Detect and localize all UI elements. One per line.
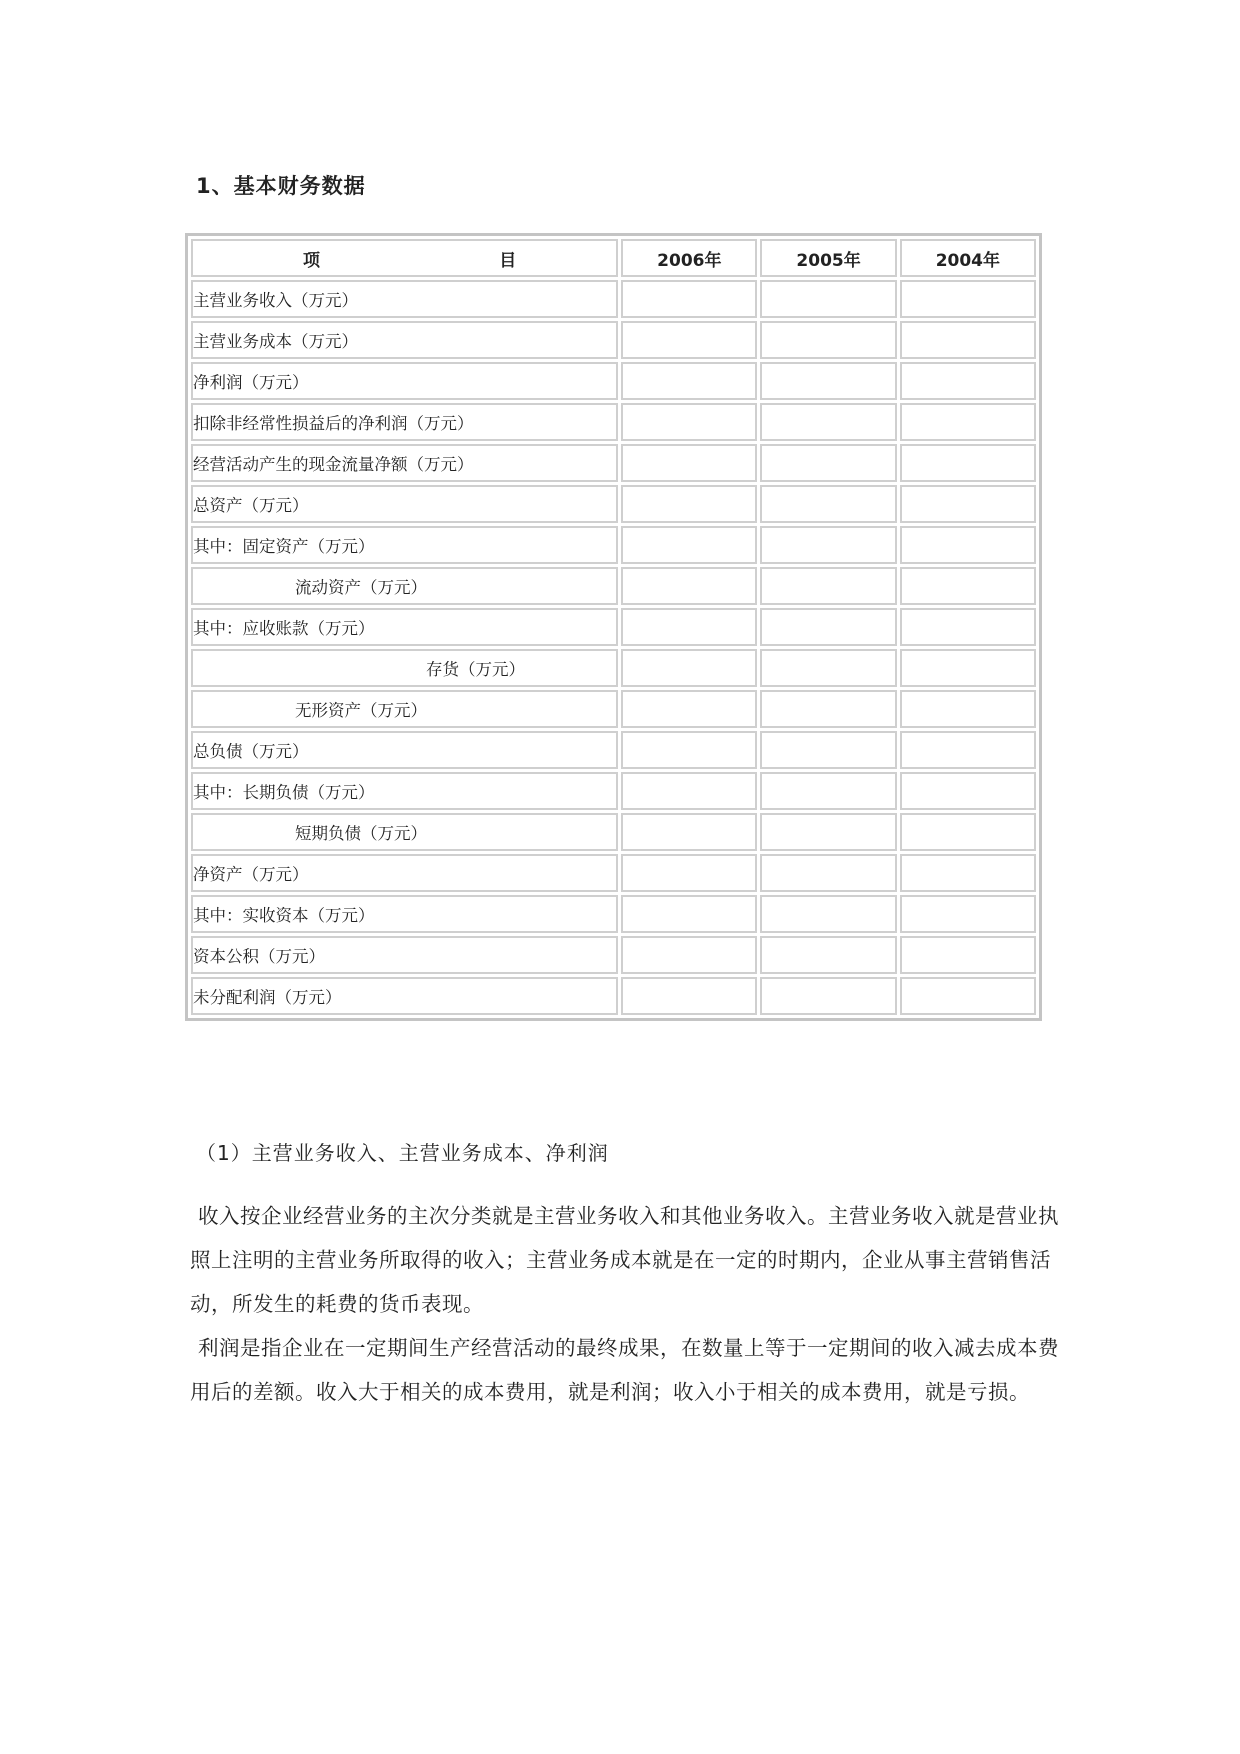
- header-item: [191, 239, 618, 277]
- row-label: 其中：固定资产（万元）: [191, 526, 618, 564]
- table-row: [191, 567, 1036, 605]
- value-cell: [900, 526, 1036, 564]
- paragraph: 收入按企业经营业务的主次分类就是主营业务收入和其他业务收入。主营业务收入就是营业执照上注明的主营业务所取得的收入；主营业务成本就是在一定的时期内，企业从事主营销售活动，所发生的耗费的货币表现。: [190, 1204, 1059, 1316]
- value-cell: [900, 977, 1036, 1015]
- value-cell: [760, 403, 896, 441]
- value-cell: [621, 690, 757, 728]
- table-row: [191, 485, 1036, 523]
- value-cell: [621, 854, 757, 892]
- row-label: 资本公积（万元）: [191, 936, 618, 974]
- table-row: [191, 526, 1036, 564]
- header-item-left: 项: [303, 250, 320, 271]
- value-cell: [760, 813, 896, 851]
- value-cell: [760, 321, 896, 359]
- value-cell: [621, 526, 757, 564]
- value-cell: [760, 854, 896, 892]
- table-header-row: [191, 239, 1036, 277]
- value-cell: [621, 977, 757, 1015]
- subsection-title: （1）主营业务收入、主营业务成本、净利润: [196, 1141, 609, 1165]
- row-label: 其中：实收资本（万元）: [191, 895, 618, 933]
- value-cell: [621, 649, 757, 687]
- value-cell: [900, 731, 1036, 769]
- table-row: [191, 854, 1036, 892]
- value-cell: [621, 280, 757, 318]
- value-cell: [621, 403, 757, 441]
- value-cell: [621, 485, 757, 523]
- value-cell: [760, 936, 896, 974]
- value-cell: [900, 895, 1036, 933]
- table-row: [191, 895, 1036, 933]
- value-cell: [760, 690, 896, 728]
- table-row: [191, 649, 1036, 687]
- row-label: 未分配利润（万元）: [191, 977, 618, 1015]
- value-cell: [900, 321, 1036, 359]
- paragraph: 利润是指企业在一定期间生产经营活动的最终成果，在数量上等于一定期间的收入减去成本费用后的差额。收入大于相关的成本费用，就是利润；收入小于相关的成本费用，就是亏损。: [190, 1336, 1059, 1404]
- value-cell: [900, 608, 1036, 646]
- row-label: 总负债（万元）: [191, 731, 618, 769]
- table-row: [191, 977, 1036, 1015]
- value-cell: [621, 936, 757, 974]
- row-label: 主营业务收入（万元）: [191, 280, 618, 318]
- value-cell: [760, 444, 896, 482]
- value-cell: [900, 280, 1036, 318]
- value-cell: [621, 362, 757, 400]
- row-label: 其中：应收账款（万元）: [191, 608, 618, 646]
- value-cell: [760, 485, 896, 523]
- value-cell: [760, 567, 896, 605]
- table-row: [191, 936, 1036, 974]
- value-cell: [900, 485, 1036, 523]
- value-cell: [900, 854, 1036, 892]
- header-year-2005: 2005年: [760, 239, 896, 277]
- table-row: [191, 772, 1036, 810]
- value-cell: [760, 772, 896, 810]
- value-cell: [900, 444, 1036, 482]
- row-label: 净资产（万元）: [191, 854, 618, 892]
- value-cell: [900, 690, 1036, 728]
- value-cell: [621, 731, 757, 769]
- table-row: [191, 731, 1036, 769]
- section-heading: 1、基本财务数据: [196, 174, 366, 198]
- value-cell: [621, 813, 757, 851]
- header-year-2004: 2004年: [900, 239, 1036, 277]
- row-label: 总资产（万元）: [191, 485, 618, 523]
- value-cell: [760, 526, 896, 564]
- row-label: 经营活动产生的现金流量净额（万元）: [191, 444, 618, 482]
- table-row: [191, 813, 1036, 851]
- value-cell: [760, 731, 896, 769]
- row-label: 扣除非经常性损益后的净利润（万元）: [191, 403, 618, 441]
- value-cell: [621, 321, 757, 359]
- value-cell: [621, 567, 757, 605]
- body-text: [190, 1194, 1070, 1414]
- value-cell: [900, 772, 1036, 810]
- row-label: 流动资产（万元）: [191, 567, 618, 605]
- value-cell: [760, 895, 896, 933]
- table-row: [191, 321, 1036, 359]
- financial-data-table: [185, 233, 1042, 1021]
- value-cell: [760, 608, 896, 646]
- table-row: [191, 444, 1036, 482]
- value-cell: [900, 936, 1036, 974]
- table-row: [191, 403, 1036, 441]
- row-label: 主营业务成本（万元）: [191, 321, 618, 359]
- value-cell: [621, 444, 757, 482]
- value-cell: [900, 362, 1036, 400]
- table-row: [191, 690, 1036, 728]
- header-item-right: 目: [499, 250, 517, 271]
- row-label: 存货（万元）: [191, 649, 618, 687]
- row-label: 无形资产（万元）: [191, 690, 618, 728]
- value-cell: [900, 649, 1036, 687]
- value-cell: [760, 977, 896, 1015]
- value-cell: [621, 608, 757, 646]
- header-year-2006: 2006年: [621, 239, 757, 277]
- table-row: [191, 362, 1036, 400]
- value-cell: [900, 403, 1036, 441]
- value-cell: [900, 813, 1036, 851]
- row-label: 短期负债（万元）: [191, 813, 618, 851]
- value-cell: [621, 895, 757, 933]
- value-cell: [760, 280, 896, 318]
- table-body: [191, 280, 1036, 1015]
- value-cell: [760, 362, 896, 400]
- table-row: [191, 280, 1036, 318]
- value-cell: [621, 772, 757, 810]
- value-cell: [900, 567, 1036, 605]
- row-label: 净利润（万元）: [191, 362, 618, 400]
- row-label: 其中：长期负债（万元）: [191, 772, 618, 810]
- table-row: [191, 608, 1036, 646]
- value-cell: [760, 649, 896, 687]
